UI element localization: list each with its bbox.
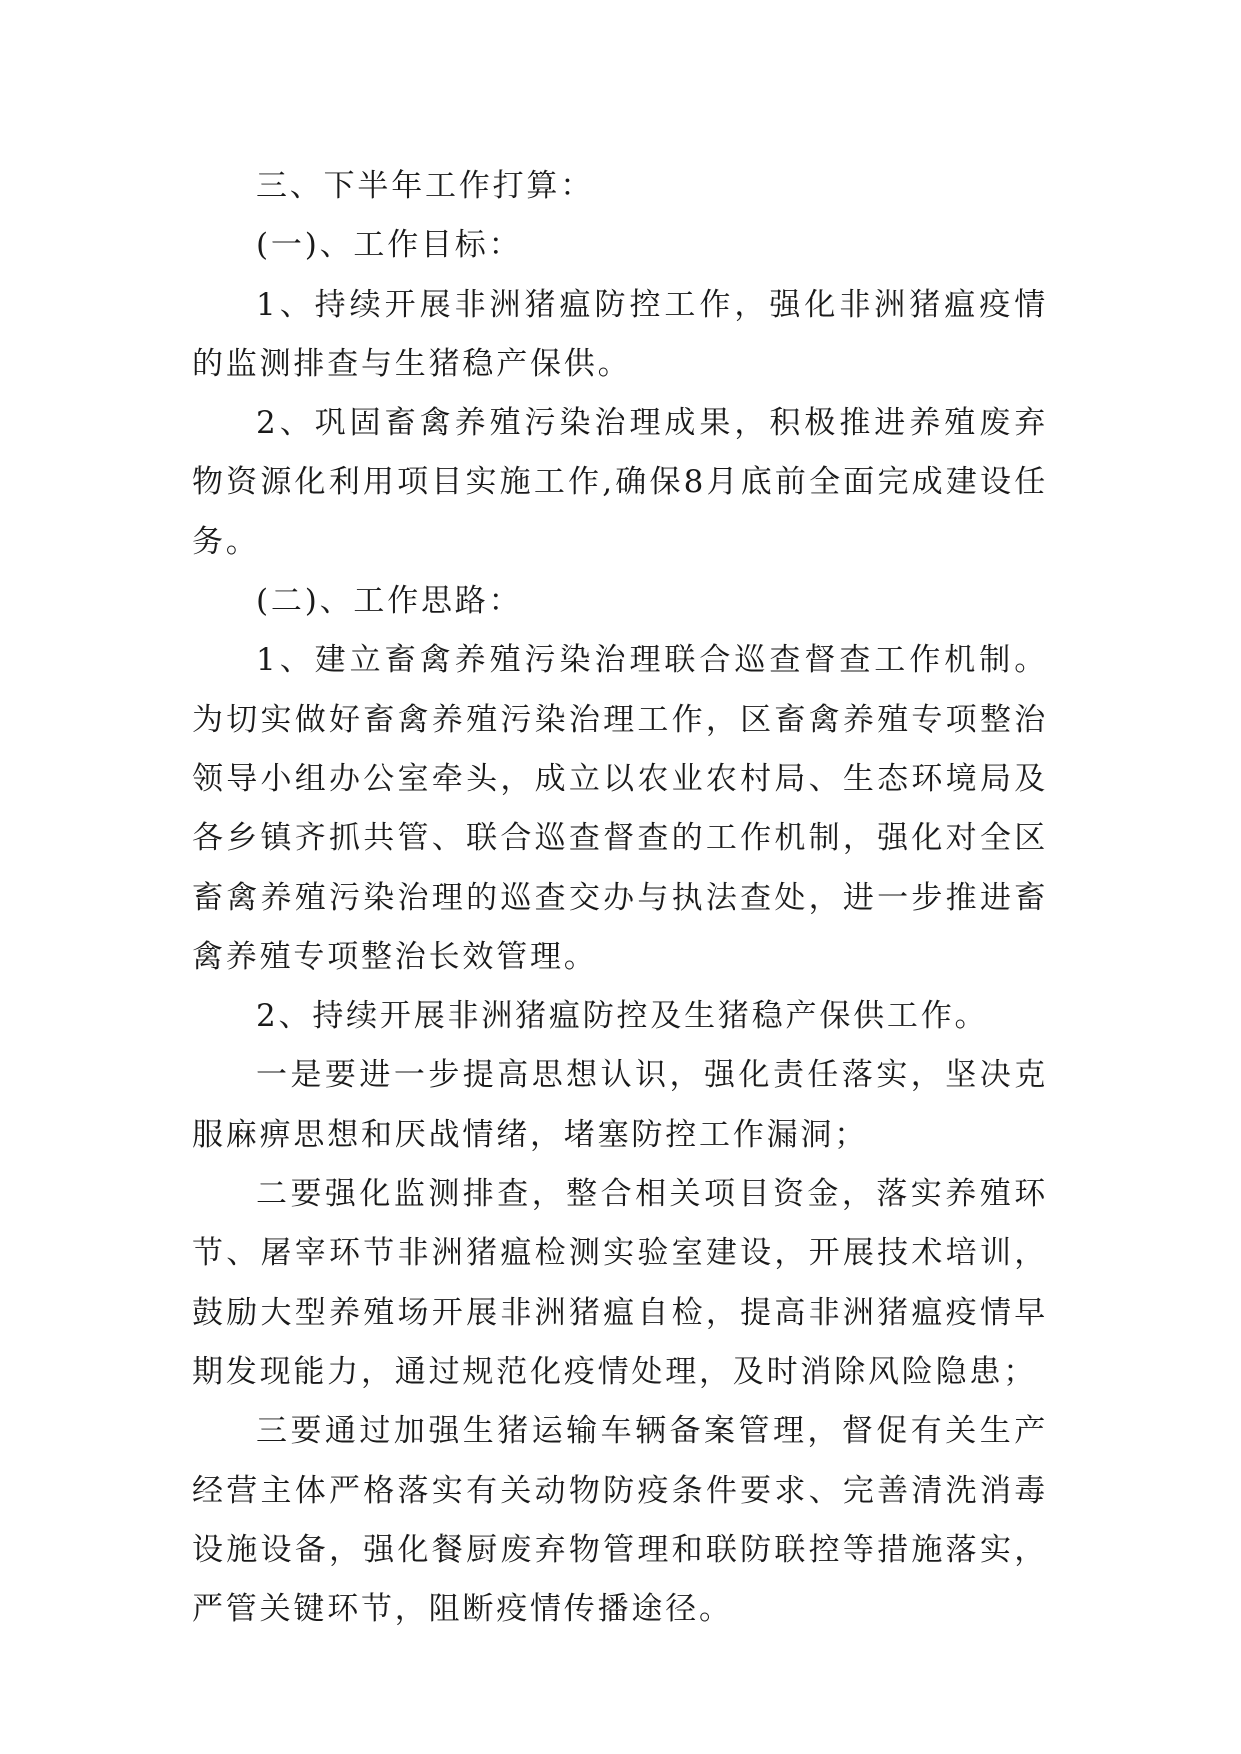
goal-item-2: 2、巩固畜禽养殖污染治理成果，积极推进养殖废弃物资源化利用项目实施工作,确保8月底前全面完成建设任务。 <box>192 405 1048 560</box>
approach-item-1: 1、建立畜禽养殖污染治理联合巡查督查工作机制。为切实做好畜禽养殖污染治理工作，区畜禽养殖专项整治领导小组办公室牵头，成立以农业农村局、生态环境局及各乡镇齐抓共管、联合巡查督查的工作机制，强化对全区畜禽养殖污染治理的巡查交办与执法查处，进一步推进畜禽养殖专项整治长效管理。 <box>192 642 1048 975</box>
approach-point-3: 三要通过加强生猪运输车辆备案管理，督促有关生产经营主体严格落实有关动物防疫条件要求、完善清洗消毒设施设备，强化餐厨废弃物管理和联防联控等措施落实，严管关键环节，阻断疫情传播途径。 <box>192 1413 1048 1628</box>
subheading-work-approach: (二)、工作思路： <box>256 583 523 620</box>
section-heading-plans: 三、下半年工作打算： <box>256 168 594 204</box>
goal-item-1: 1、持续开展非洲猪瘟防控工作，强化非洲猪瘟疫情的监测排查与生猪稳产保供。 <box>192 286 1048 382</box>
document-body <box>192 157 1048 1639</box>
approach-point-1: 一是要进一步提高思想认识，强化责任落实，坚决克服麻痹思想和厌战情绪，堵塞防控工作漏洞； <box>192 1057 1048 1153</box>
subheading-work-goals: (一)、工作目标： <box>256 227 523 264</box>
approach-item-2: 2、持续开展非洲猪瘟防控及生猪稳产保供工作。 <box>256 998 989 1035</box>
approach-point-2: 二要强化监测排查，整合相关项目资金，落实养殖环节、屠宰环节非洲猪瘟检测实验室建设，开展技术培训，鼓励大型养殖场开展非洲猪瘟自检，提高非洲猪瘟疫情早期发现能力，通过规范化疫情处理，及时消除风险隐患； <box>192 1176 1048 1390</box>
